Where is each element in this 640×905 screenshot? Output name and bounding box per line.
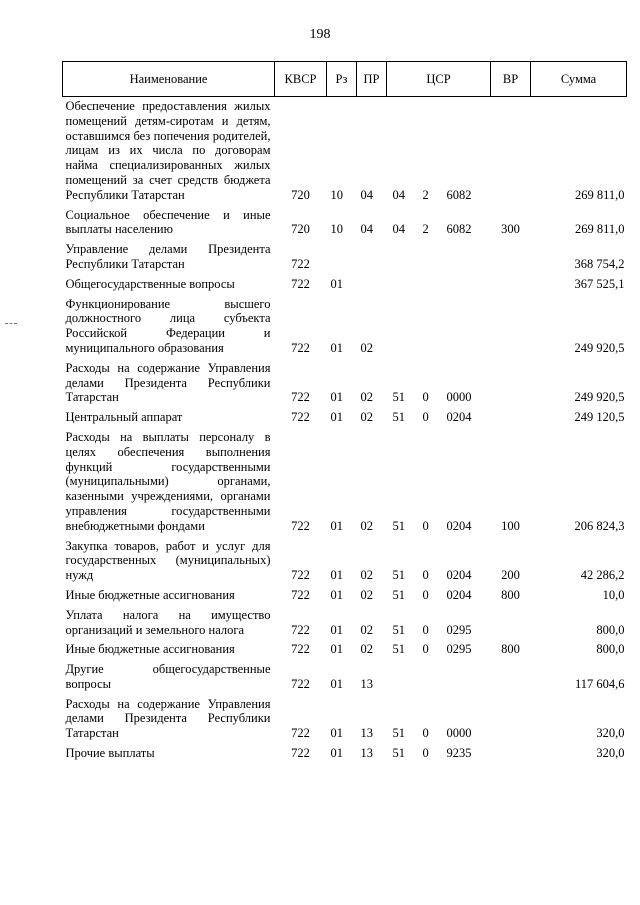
row-vr — [491, 237, 531, 272]
table-row — [63, 741, 627, 761]
row-csr-subprogram — [421, 292, 443, 356]
row-csr-program: 51 — [392, 518, 405, 533]
row-sum: 249 920,5 — [574, 390, 625, 405]
row-pr: 02 — [360, 518, 373, 533]
header-name: Наименование — [63, 62, 275, 97]
row-csr-program: 51 — [392, 642, 405, 657]
row-kvsr: 722 — [291, 676, 310, 691]
row-sum: 269 811,0 — [574, 222, 625, 237]
row-vr — [491, 292, 531, 356]
row-rz: 01 — [330, 622, 343, 637]
row-rz: 01 — [330, 746, 343, 761]
row-name: Иные бюджетные ассигнования — [65, 587, 235, 602]
row-sum: 269 811,0 — [574, 187, 625, 202]
row-pr: 02 — [360, 587, 373, 602]
row-rz: 01 — [330, 340, 343, 355]
row-csr-direction — [443, 292, 491, 356]
row-pr: 13 — [360, 726, 373, 741]
row-vr — [491, 603, 531, 638]
row-name: Социальное обеспечение и иные выплаты населению — [65, 207, 271, 237]
row-csr-program — [387, 237, 421, 272]
table-row — [63, 583, 627, 603]
row-sum: 117 604,6 — [574, 676, 625, 691]
row-csr-program: 04 — [392, 222, 405, 237]
row-rz: 01 — [330, 276, 343, 291]
row-csr-direction: 0295 — [446, 642, 472, 657]
row-csr-program: 51 — [392, 390, 405, 405]
row-sum: 320,0 — [596, 726, 625, 741]
row-kvsr: 722 — [291, 276, 310, 291]
row-rz: 01 — [330, 726, 343, 741]
row-vr — [491, 356, 531, 405]
row-csr-program: 51 — [392, 726, 405, 741]
row-name: Управление делами Президента Республики Татарстан — [65, 242, 271, 271]
row-pr — [357, 272, 387, 292]
row-pr: 02 — [360, 622, 373, 637]
row-csr-subprogram — [421, 272, 443, 292]
row-rz: 01 — [330, 642, 343, 657]
table-row — [63, 272, 627, 292]
table-header — [63, 62, 627, 97]
row-name: Иные бюджетные ассигнования — [65, 642, 235, 657]
row-kvsr: 720 — [291, 222, 310, 237]
row-csr-program: 04 — [392, 187, 405, 202]
row-sum: 249 920,5 — [574, 340, 625, 355]
row-csr-direction — [443, 237, 491, 272]
row-rz: 10 — [330, 187, 343, 202]
row-sum: 206 824,3 — [574, 518, 625, 533]
row-vr — [491, 272, 531, 292]
row-csr-subprogram: 0 — [422, 746, 429, 761]
row-sum: 368 754,2 — [574, 256, 625, 271]
row-name: Расходы на выплаты персоналу в целях обеспечения выполнения функций государственными (муниципальными) органами, казенными учреждениями, органами управления государственными внебюджетными фондами — [65, 429, 271, 533]
row-kvsr: 722 — [291, 642, 310, 657]
row-vr: 100 — [501, 518, 520, 533]
row-csr-direction: 0204 — [446, 568, 472, 583]
table-row — [63, 237, 627, 272]
row-kvsr: 722 — [291, 587, 310, 602]
row-sum: 42 286,2 — [580, 568, 625, 583]
row-csr-program: 51 — [392, 587, 405, 602]
row-vr — [491, 657, 531, 692]
row-pr: 13 — [360, 746, 373, 761]
row-rz: 01 — [330, 390, 343, 405]
table-row — [63, 292, 627, 356]
row-csr-program — [387, 292, 421, 356]
row-name: Обеспечение предоставления жилых помещений детям-сиротам и детям, оставшимся без попечения родителей, лицам из их числа по договорам найма специализированных жилых помещений за счет средств бюджета Республики Татарстан — [65, 99, 271, 202]
row-rz: 01 — [330, 410, 343, 425]
row-csr-direction: 0000 — [446, 390, 472, 405]
row-rz: 01 — [330, 518, 343, 533]
row-csr-subprogram: 0 — [422, 410, 429, 425]
row-csr-subprogram — [421, 237, 443, 272]
row-csr-direction: 0204 — [446, 587, 472, 602]
row-csr-direction: 6082 — [446, 187, 472, 202]
row-csr-subprogram: 0 — [422, 587, 429, 602]
header-sum: Сумма — [531, 62, 627, 97]
row-vr — [491, 741, 531, 761]
row-csr-subprogram: 0 — [422, 568, 429, 583]
row-kvsr: 722 — [291, 568, 310, 583]
row-vr — [491, 97, 531, 203]
row-pr — [357, 237, 387, 272]
row-rz — [327, 237, 357, 272]
row-csr-direction: 0295 — [446, 622, 472, 637]
row-csr-program: 51 — [392, 410, 405, 425]
row-csr-direction: 6082 — [446, 222, 472, 237]
row-kvsr: 722 — [291, 622, 310, 637]
row-pr: 02 — [360, 340, 373, 355]
table-row — [63, 657, 627, 692]
table-row — [63, 534, 627, 583]
table-row — [63, 405, 627, 425]
row-vr: 200 — [501, 568, 520, 583]
row-sum: 800,0 — [596, 642, 625, 657]
row-pr: 02 — [360, 642, 373, 657]
table-row — [63, 356, 627, 405]
row-kvsr: 722 — [291, 726, 310, 741]
table-body — [63, 97, 627, 761]
row-sum: 320,0 — [596, 746, 625, 761]
row-csr-direction — [443, 272, 491, 292]
row-kvsr: 722 — [291, 390, 310, 405]
row-csr-program: 51 — [392, 746, 405, 761]
row-name: Общегосударственные вопросы — [65, 276, 235, 291]
row-csr-subprogram: 0 — [422, 390, 429, 405]
row-csr-direction: 0000 — [446, 726, 472, 741]
row-csr-subprogram: 0 — [422, 642, 429, 657]
table-row — [63, 97, 627, 203]
row-kvsr: 722 — [291, 746, 310, 761]
row-pr: 13 — [360, 676, 373, 691]
header-rz: Рз — [327, 62, 357, 97]
row-name: Центральный аппарат — [65, 410, 183, 425]
row-csr-subprogram: 0 — [422, 622, 429, 637]
row-kvsr: 722 — [291, 340, 310, 355]
margin-mark — [5, 323, 17, 325]
row-rz: 01 — [330, 587, 343, 602]
header-kvsr: КВСР — [275, 62, 327, 97]
row-name: Расходы на содержание Управления делами Президента Республики Татарстан — [65, 360, 271, 405]
row-csr-program — [387, 657, 421, 692]
row-pr: 04 — [360, 222, 373, 237]
row-sum: 10,0 — [602, 587, 625, 602]
row-csr-subprogram — [421, 657, 443, 692]
row-csr-program: 51 — [392, 568, 405, 583]
table-row — [63, 203, 627, 238]
table-row — [63, 603, 627, 638]
row-name: Расходы на содержание Управления делами Президента Республики Татарстан — [65, 696, 271, 741]
header-pr: ПР — [357, 62, 387, 97]
row-vr: 300 — [501, 222, 520, 237]
row-vr: 800 — [501, 587, 520, 602]
row-kvsr: 722 — [291, 256, 310, 271]
row-vr — [491, 692, 531, 741]
row-pr: 02 — [360, 410, 373, 425]
row-rz: 01 — [330, 676, 343, 691]
row-kvsr: 722 — [291, 410, 310, 425]
table-row — [63, 637, 627, 657]
row-name: Уплата налога на имущество организаций и земельного налога — [65, 607, 271, 637]
row-kvsr: 722 — [291, 518, 310, 533]
row-sum: 249 120,5 — [574, 410, 625, 425]
row-name: Прочие выплаты — [65, 746, 155, 761]
row-kvsr: 720 — [291, 187, 310, 202]
row-pr: 02 — [360, 568, 373, 583]
header-vr: ВР — [491, 62, 531, 97]
row-csr-direction — [443, 657, 491, 692]
row-pr: 04 — [360, 187, 373, 202]
row-csr-direction: 0204 — [446, 410, 472, 425]
page-number: 198 — [309, 27, 331, 42]
row-vr: 800 — [501, 642, 520, 657]
header-csr: ЦСР — [387, 62, 491, 97]
row-csr-program — [387, 272, 421, 292]
row-sum: 367 525,1 — [574, 276, 625, 291]
row-rz: 10 — [330, 222, 343, 237]
row-csr-direction: 9235 — [446, 746, 472, 761]
row-pr: 02 — [360, 390, 373, 405]
row-name: Закупка товаров, работ и услуг для государственных (муниципальных) нужд — [65, 538, 271, 583]
row-csr-subprogram: 0 — [422, 726, 429, 741]
table-row — [63, 425, 627, 534]
row-name: Другие общегосударственные вопросы — [65, 662, 271, 691]
row-name: Функционирование высшего должностного лица субъекта Российской Федерации и муниципального образования — [65, 296, 271, 355]
row-sum: 800,0 — [596, 622, 625, 637]
row-csr-subprogram: 2 — [422, 187, 429, 202]
row-csr-subprogram: 2 — [422, 222, 429, 237]
row-vr — [491, 405, 531, 425]
budget-table — [62, 61, 627, 761]
table-row — [63, 692, 627, 741]
row-csr-subprogram: 0 — [422, 518, 429, 533]
row-rz: 01 — [330, 568, 343, 583]
row-csr-program: 51 — [392, 622, 405, 637]
row-csr-direction: 0204 — [446, 518, 472, 533]
